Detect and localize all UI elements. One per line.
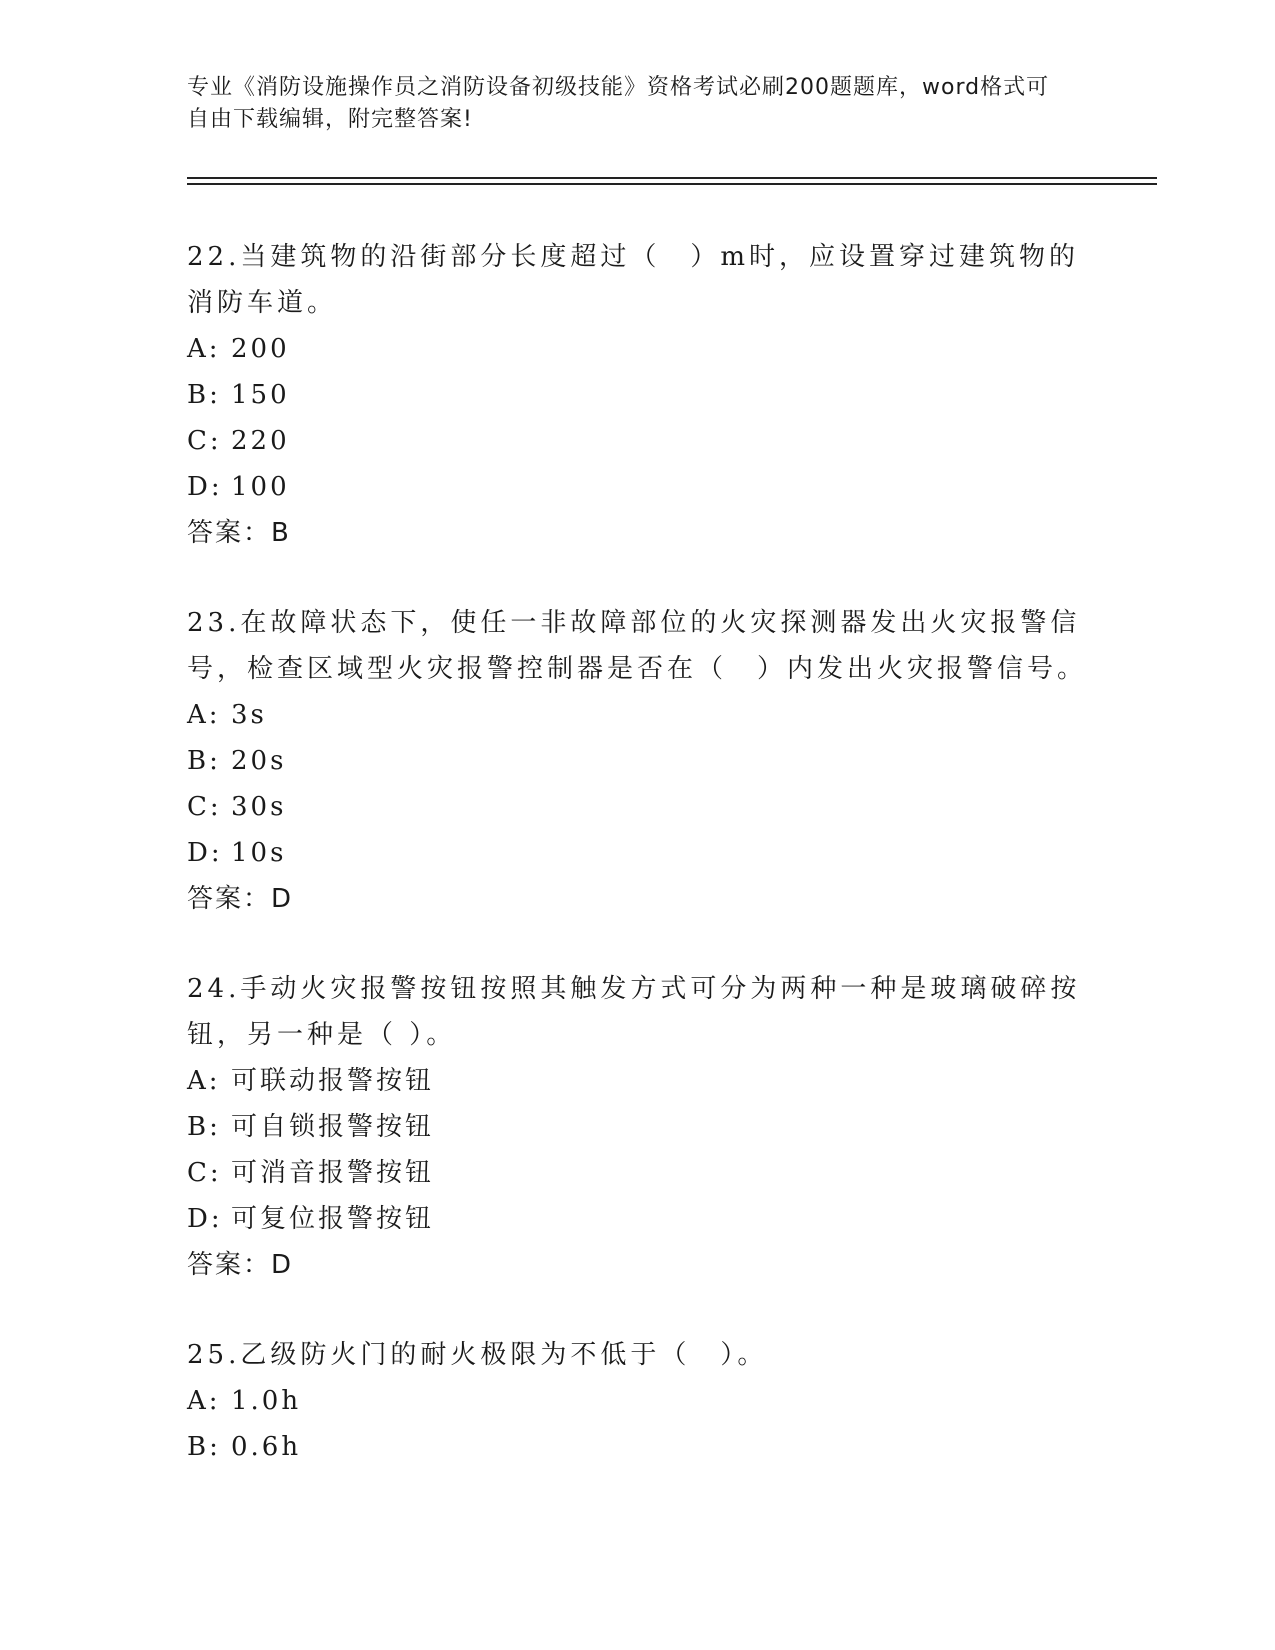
answer: 答案：D xyxy=(187,884,294,914)
question-23 xyxy=(187,600,1087,922)
option-text: 1.0h xyxy=(231,1386,302,1416)
option-text: 可自锁报警按钮 xyxy=(231,1112,435,1142)
option-a xyxy=(187,1378,1087,1424)
option-letter: C: xyxy=(187,1158,222,1188)
option-letter: A: xyxy=(187,1066,221,1096)
option-letter: B: xyxy=(187,380,221,410)
option-a xyxy=(187,1058,1087,1104)
option-letter: B: xyxy=(187,746,221,776)
option-b xyxy=(187,1104,1087,1150)
option-letter: D: xyxy=(187,1204,223,1234)
option-letter: C: xyxy=(187,426,222,456)
question-22 xyxy=(187,234,1087,556)
option-c xyxy=(187,418,1087,464)
option-text: 220 xyxy=(231,426,290,456)
option-text: 可复位报警按钮 xyxy=(231,1204,435,1234)
option-d xyxy=(187,830,1087,876)
question-stem: 23.在故障状态下，使任一非故障部位的火灾探测器发出火灾报警信号，检查区域型火灾报警控制器是否在（ ）内发出火灾报警信号。 xyxy=(187,608,1088,684)
option-text: 200 xyxy=(231,334,290,364)
option-text: 20s xyxy=(231,746,287,776)
option-b xyxy=(187,372,1087,418)
option-a xyxy=(187,326,1087,372)
answer: 答案：D xyxy=(187,1250,294,1280)
header-divider-top xyxy=(187,177,1157,179)
option-b xyxy=(187,738,1087,784)
option-text: 10s xyxy=(231,838,287,868)
question-stem: 24.手动火灾报警按钮按照其触发方式可分为两种一种是玻璃破碎按钮，另一种是（ ）。 xyxy=(187,974,1081,1050)
option-text: 0.6h xyxy=(231,1432,302,1462)
option-text: 可消音报警按钮 xyxy=(231,1158,435,1188)
option-letter: A: xyxy=(187,334,221,364)
question-25 xyxy=(187,1332,1087,1470)
option-letter: B: xyxy=(187,1112,221,1142)
option-letter: D: xyxy=(187,472,223,502)
option-b xyxy=(187,1424,1087,1470)
question-stem: 22.当建筑物的沿街部分长度超过（ ）m时，应设置穿过建筑物的消防车道。 xyxy=(187,242,1080,318)
question-stem: 25.乙级防火门的耐火极限为不低于（ ）。 xyxy=(187,1340,768,1370)
option-text: 30s xyxy=(231,792,287,822)
question-24 xyxy=(187,966,1087,1288)
option-c xyxy=(187,1150,1087,1196)
option-letter: D: xyxy=(187,838,223,868)
option-letter: A: xyxy=(187,700,221,730)
option-a xyxy=(187,692,1087,738)
document-header: 专业《消防设施操作员之消防设备初级技能》资格考试必刷200题题库，word格式可自由下载编辑，附完整答案! xyxy=(187,75,1050,132)
option-text: 可联动报警按钮 xyxy=(231,1066,435,1096)
option-c xyxy=(187,784,1087,830)
option-d xyxy=(187,1196,1087,1242)
option-text: 150 xyxy=(231,380,290,410)
option-letter: A: xyxy=(187,1386,221,1416)
answer: 答案：B xyxy=(187,518,291,548)
option-d xyxy=(187,464,1087,510)
option-letter: C: xyxy=(187,792,222,822)
header-divider-bottom xyxy=(187,183,1157,185)
option-text: 3s xyxy=(231,700,267,730)
option-letter: B: xyxy=(187,1432,221,1462)
option-text: 100 xyxy=(231,472,290,502)
